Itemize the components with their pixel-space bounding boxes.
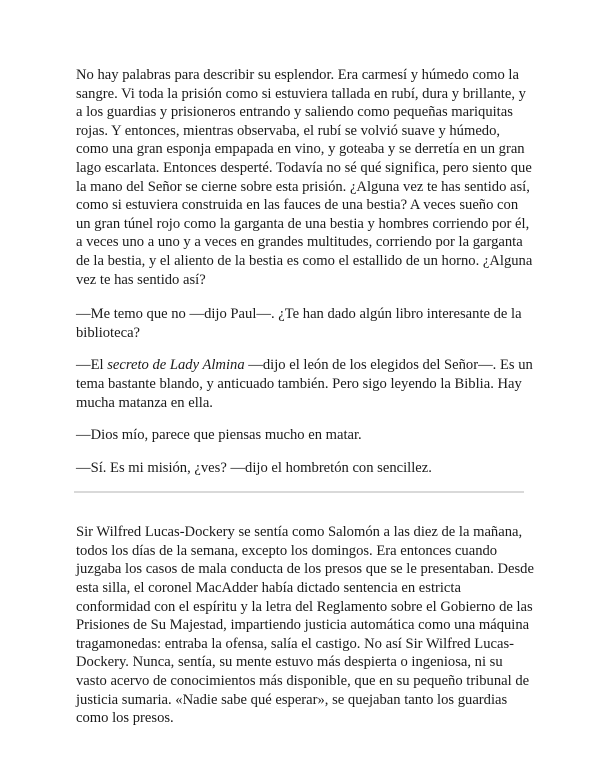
text-run: —dijo el león de los elegidos del Señor—. Es un tema bastante blando, y anticuado también. Pero sigo leyendo la Biblia. Hay mucha matanza en ella.: [76, 357, 533, 411]
text-run: —El: [76, 357, 108, 374]
paragraph-dream: No hay palabras para describir su esplendor. Era carmesí y húmedo como la sangre. Vi toda la prisión como si estuviera tallada en rubí, dura y brillante, y a los guardias y prisioneros entrando y saliendo como pequeñas mariquitas rojas. Y entonces, mientras observaba, el rubí se volvió suave y húmedo, como una gran esponja empapada en vino, y goteaba y se derretía en un gran lago escarlata. Entonces desperté. Todavía no sé qué significa, pero siento que la mano del Señor se cierne sobre esta prisión. ¿Alguna vez te has sentido así, como si estuviera construida en las fauces de una bestia? A veces sueño con un gran túnel rojo como la garganta de una bestia y hombres corriendo por él, a veces uno a uno y a veces en grandes multitudes, corriendo por la garganta de la bestia, y el aliento de la bestia es como el estallido de un horno. ¿Alguna vez te has sentido así?: [76, 67, 533, 288]
document-page: [76, 66, 534, 742]
book-title: secreto de Lady Almina: [107, 357, 245, 374]
paragraph-sir-wilfred: Sir Wilfred Lucas-Dockery se sentía como Salomón a las diez de la mañana, todos los días de la semana, excepto los domingos. Era entonces cuando juzgaba los casos de mala conducta de los presos que se le presentaban. Desde esta silla, el coronel MacAdder había dictado sentencia en estricta conformidad con el espíritu y la letra del Reglamento sobre el Gobierno de las Prisiones de Su Majestad, impartiendo justicia automática como una máquina tragamonedas: entraba la ofensa, salía el castigo. No así Sir Wilfred Lucas-Dockery. Nunca, sentía, su mente estuvo más despierta o ingeniosa, ni su vasto acervo de conocimientos más disponible, que en su pequeño tribunal de justicia sumaria. «Nadie sabe qué esperar», se quejaban tanto los guardias como los presos.: [76, 524, 534, 727]
paragraph-lion-reply: [76, 356, 534, 412]
paragraph-mission: —Sí. Es mi misión, ¿ves? —dijo el hombretón con sencillez.: [76, 459, 432, 476]
paragraph-paul-reply: —Me temo que no —dijo Paul—. ¿Te han dado algún libro interesante de la biblioteca?: [76, 306, 522, 341]
section-divider: [74, 491, 524, 493]
paragraph-killing: —Dios mío, parece que piensas mucho en matar.: [76, 427, 362, 444]
